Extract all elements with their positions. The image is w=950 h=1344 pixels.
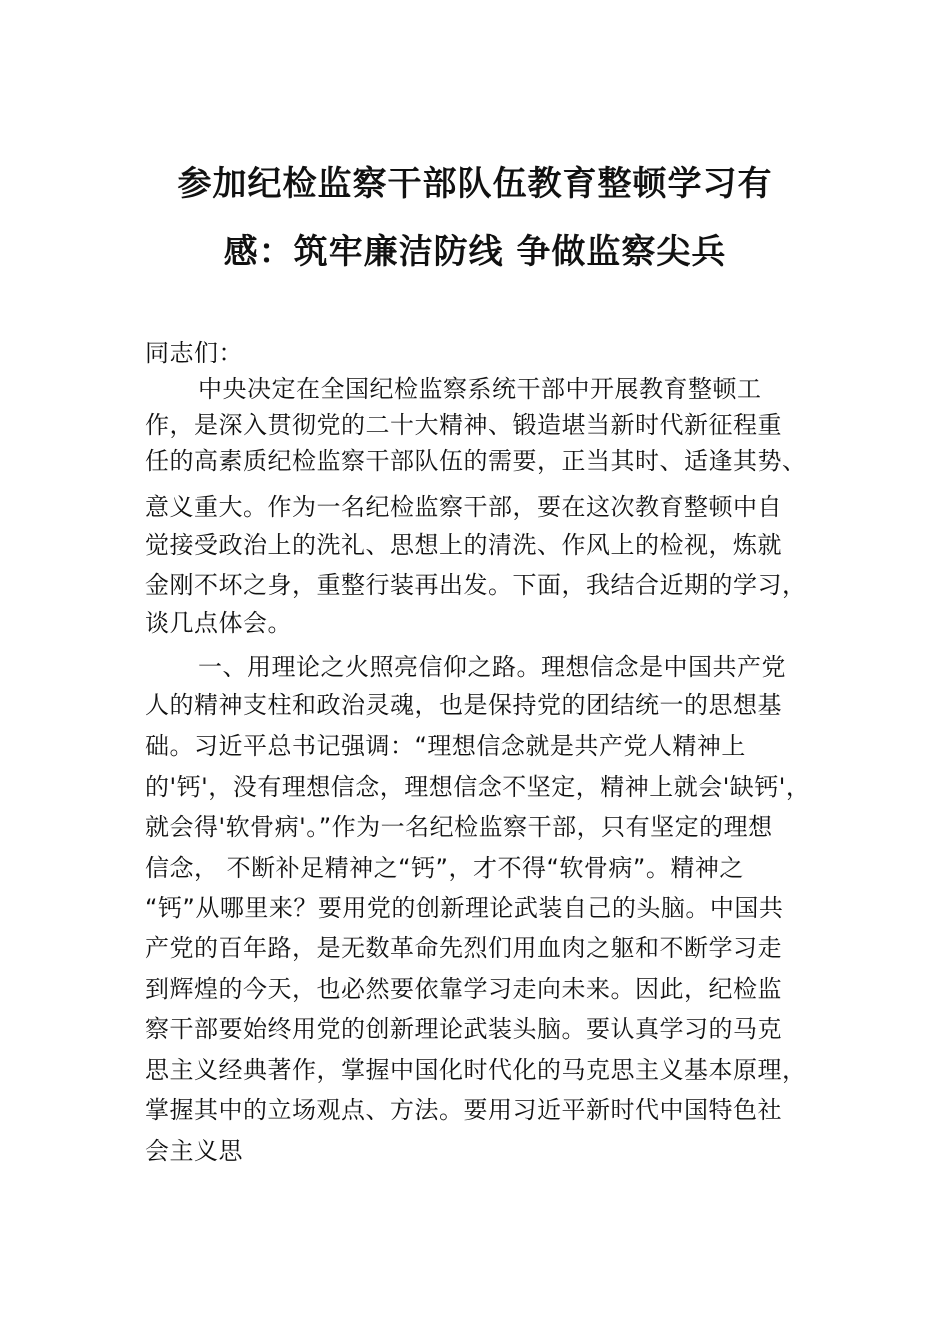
paragraph-2-line-8: 产党的百年路，是无数革命先烈们用血肉之躯和不断学习走 (145, 934, 782, 962)
paragraph-2-line-3: 础。习近平总书记强调：“理想信念就是共产党人精神上 (145, 732, 746, 760)
paragraph-2-line-5: 就会得'软骨病'。”作为一名纪检监察干部，只有坚定的理想 (145, 813, 773, 841)
paragraph-2-line-1: 一、用理论之火照亮信仰之路。理想信念是中国共产党 (198, 653, 786, 681)
paragraph-2-line-9: 到辉煌的今天，也必然要依靠学习走向未来。因此，纪检监 (145, 975, 782, 1003)
paragraph-2-line-12: 掌握其中的立场观点、方法。要用习近平新时代中国特色社 (145, 1096, 782, 1124)
paragraph-2-line-13: 会主义思 (145, 1137, 243, 1165)
paragraph-1-line-5: 觉接受政治上的洗礼、思想上的清洗、作风上的检视，炼就 (145, 531, 782, 559)
paragraph-2-line-4: 的'钙'，没有理想信念，理想信念不坚定，精神上就会'缺钙'， (145, 773, 811, 801)
salutation: 同志们： (145, 339, 243, 367)
paragraph-2-line-7: “钙”从哪里来？要用党的创新理论武装自己的头脑。中国共 (145, 894, 784, 922)
paragraph-2-line-6: 信念， 不断补足精神之“钙”，才不得“软骨病”。精神之 (145, 854, 744, 882)
paragraph-1-line-4: 意义重大。作为一名纪检监察干部，要在这次教育整顿中自 (145, 493, 782, 521)
paragraph-1-line-2: 作，是深入贯彻党的二十大精神、锻造堪当新时代新征程重 (145, 411, 782, 439)
paragraph-2-line-10: 察干部要始终用党的创新理论武装头脑。要认真学习的马克 (145, 1015, 782, 1043)
paragraph-1-line-3: 任的高素质纪检监察干部队伍的需要，正当其时、适逢其势、 (145, 447, 807, 475)
paragraph-1-line-6: 金刚不坏之身，重整行装再出发。下面，我结合近期的学习， (145, 571, 807, 599)
document-title-line-2: 感：筑牢廉洁防线 争做监察尖兵 (223, 232, 727, 272)
paragraph-2-line-2: 人的精神支柱和政治灵魂，也是保持党的团结统一的思想基 (145, 691, 782, 719)
paragraph-1-line-1: 中央决定在全国纪检监察系统干部中开展教育整顿工 (198, 375, 762, 403)
paragraph-1-line-7: 谈几点体会。 (145, 609, 292, 637)
paragraph-2-line-11: 思主义经典著作，掌握中国化时代化的马克思主义基本原理， (145, 1056, 807, 1084)
document-title-line-1: 参加纪检监察干部队伍教育整顿学习有 (177, 164, 773, 204)
